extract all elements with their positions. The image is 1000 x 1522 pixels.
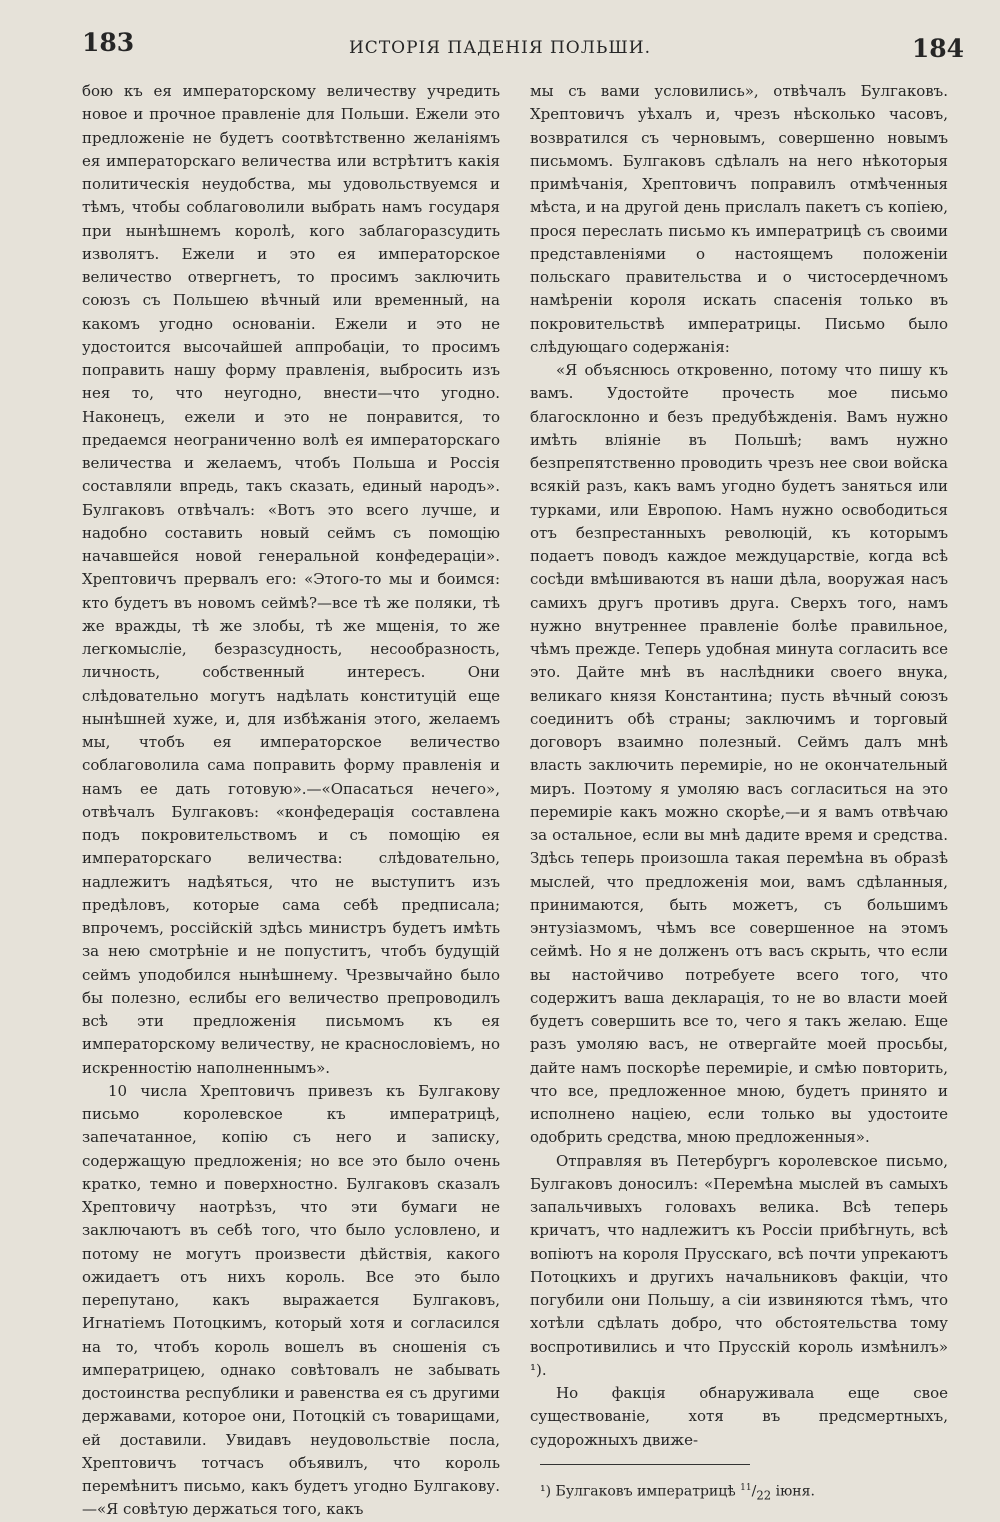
footnote-date-num: 11 [740,1482,752,1493]
paragraph: «Я объяснюсь откровенно, потому что пишу къ вамъ. Удостойте прочесть мое письмо благосклонно и безъ предубѣжденія. Вамъ нужно имѣть вліяніе въ Польшѣ; вамъ нужно безпрепятственно проводить чрезъ нее свои войска всякій разъ, какъ вамъ угодно будетъ заняться или турками, или Европою. Намъ нужно освободиться отъ безпрестанныхъ революцій, къ которымъ подаетъ поводъ каждое междуцарствіе, когда всѣ сосѣди вмѣшиваются въ наши дѣла, вооружая насъ самихъ другъ противъ друга. Сверхъ того, намъ нужно внутреннее правленіе болѣе правильное, чѣмъ прежде. Теперь удобная минута согласить все это. Дайте мнѣ въ наслѣдники своего внука, великаго князя Константина; пусть вѣчный союзъ соединитъ обѣ страны; заключимъ и торговый договоръ взаимно полезный. Сеймъ далъ мнѣ власть заключить перемиріе, но не окончательный миръ. Поэтому я умоляю васъ согласиться на это перемиріе какъ можно скорѣе,—и я вамъ отвѣчаю за остальное, если вы мнѣ дадите время и средства. Здѣсь теперь произошла такая перемѣна въ образѣ мыслей, что предложенія мои, вамъ сдѣланныя, принимаются, быть можетъ, съ большимъ энтузіазмомъ, чѣмъ все совершенное на этомъ сеймѣ. Но я не долженъ отъ васъ скрыть, что если вы настойчиво потребуете всего того, что содержитъ ваша декларація, то не во власти моей будетъ совершить все то, чего я такъ желаю. Еще разъ умоляю васъ, не отвергайте моей просьбы, дайте намъ поскорѣе перемиріе, и смѣю повторить, что все, предложенное мною, будетъ принято и исполнено націею, если только вы удостоите одобрить средства, мною предложенныя». [530,361,948,1147]
paragraph: 10 числа Хрептовичъ привезъ къ Булгакову письмо королевское къ императрицѣ, запечатанное, копію съ него и записку, содержащую предложенія; но все это было очень кратко, темно и поверхностно. Булгаковъ сказалъ Хрептовичу наотрѣзъ, что эти бумаги не заключаютъ въ себѣ того, что было условлено, и потому не могутъ произвести дѣйствія, какого ожидаетъ отъ нихъ король. Все это было перепутано, какъ выражается Булгаковъ, Игнатіемъ Потоцкимъ, который хотя и согласился на то, чтобъ король вошелъ въ сношенія съ императрицею, однако совѣтовалъ не забывать достоинства республики и равенства ея съ другими державами, которое они, Потоцкій съ товарищами, ей доставили. Увидавъ неудовольствіе посла, Хрептовичъ тотчасъ объявилъ, что король перемѣнитъ письмо, какъ будетъ угодно Булгакову.—«Я совѣтую держаться того, какъ [82,1081,500,1519]
page-number-right: 184 [911,34,964,63]
paragraph: бою къ ея императорскому величеству учредить новое и прочное правленіе для Польши. Ежели это предложеніе не будетъ соотвѣтственно желаніямъ ея императорскаго величества или встрѣтитъ какія политическія неудобства, мы удовольствуемся и тѣмъ, чтобы соблаговолили выбрать намъ государя при нынѣшнемъ королѣ, кого заблагоразсудить изволятъ. Ежели и это ея императорское величество отвергнетъ, то просимъ заключить союзъ съ Польшею вѣчный или временный, на какомъ угодно основаніи. Ежели и это не удостоится высочайшей аппробаціи, то просимъ поправить нашу форму правленія, выбросить изъ нея то, что неугодно, внести—что угодно. Наконецъ, ежели и это не понравится, то предаемся неограниченно волѣ ея императорскаго величества и желаемъ, чтобъ Польша и Россія составляли впредь, такъ сказать, единый народъ». Булгаковъ отвѣчалъ: «Вотъ это всего лучше, и надобно составить новый сеймъ съ помощію начавшейся новой генеральной конфедераціи». Хрептовичъ прервалъ его: «Этого-то мы и боимся: кто будетъ въ новомъ сеймѣ?—все тѣ же поляки, тѣ же вражды, тѣ же злобы, тѣ же мщенія, то же легкомысліе, безразсудность, несообразность, личность, собственный интересъ. Они слѣдовательно могутъ надѣлать конституцій еще нынѣшней хуже, и, для избѣжанія этого, желаемъ мы, чтобъ ея императорское величество соблаговолила сама поправить форму правленія и намъ ее дать готовую».—«Опасаться нечего», отвѣчалъ Булгаковъ: «конфедерація составлена подъ покровительствомъ и съ помощію ея императорскаго величества: слѣдовательно, надлежитъ надѣяться, что не выступитъ изъ предѣловъ, которые сама себѣ предписала; впрочемъ, россійскій здѣсь министръ будетъ имѣть за нею смотрѣніе и не попуститъ, чтобъ будущій сеймъ уподобился нынѣшнему. Чрезвычайно было бы полезно, еслибы его величество препроводилъ всѣ эти предложенія письмомъ къ ея императорскому величеству, не краснословіемъ, но искренностію наполненнымъ». [82,82,500,1077]
paragraph: мы съ вами условились», отвѣчалъ Булгаковъ. Хрептовичъ уѣхалъ и, чрезъ нѣсколько часовъ, возвратился съ черновымъ, совершенно новымъ письмомъ. Булгаковъ сдѣлалъ на него нѣкоторыя примѣчанія, Хрептовичъ поправилъ отмѣченныя мѣста, и на другой день прислалъ пакетъ съ копіею, прося переслать письмо къ императрицѣ съ своими представленіями о настоящемъ положеніи польскаго правительства и о чистосердечномъ намѣреніи короля искать спасенія только въ покровительствѣ императрицы. Письмо было слѣдующаго содержанія: [530,82,948,356]
footnote-date-den: 22 [756,1488,772,1503]
page-number-left: 183 [82,28,135,57]
footnote-month: іюня. [775,1483,815,1500]
footnote-rule [540,1464,750,1465]
footnote-text: Булгаковъ императрицѣ [555,1483,736,1500]
footnote: ¹) Булгаковъ императрицѣ $^{11}/_{22}$ іюня. [540,1482,815,1503]
right-column [530,80,948,1507]
paragraph: Отправляя въ Петербургъ королевское письмо, Булгаковъ доносилъ: «Перемѣна мыслей въ самыхъ запальчивыхъ головахъ велика. Всѣ теперь кричатъ, что надлежитъ къ Россіи прибѣгнуть, всѣ вопіютъ на короля Прусскаго, всѣ почти упрекаютъ Потоцкихъ и другихъ начальниковъ факціи, что погубили они Польшу, а сіи извиняются тѣмъ, что хотѣли сдѣлать добро, что обстоятельства тому воспротивились и что Прусскій король измѣнилъ» ¹). [530,1151,948,1379]
left-column [82,80,500,1522]
paragraph: Но факція обнаруживала еще свое существованіе, хотя въ предсмертныхъ, судорожныхъ движе- [530,1384,948,1449]
footnote-mark: ¹) [540,1483,552,1500]
running-title: ИСТОРІЯ ПАДЕНІЯ ПОЛЬШИ. [348,38,652,58]
